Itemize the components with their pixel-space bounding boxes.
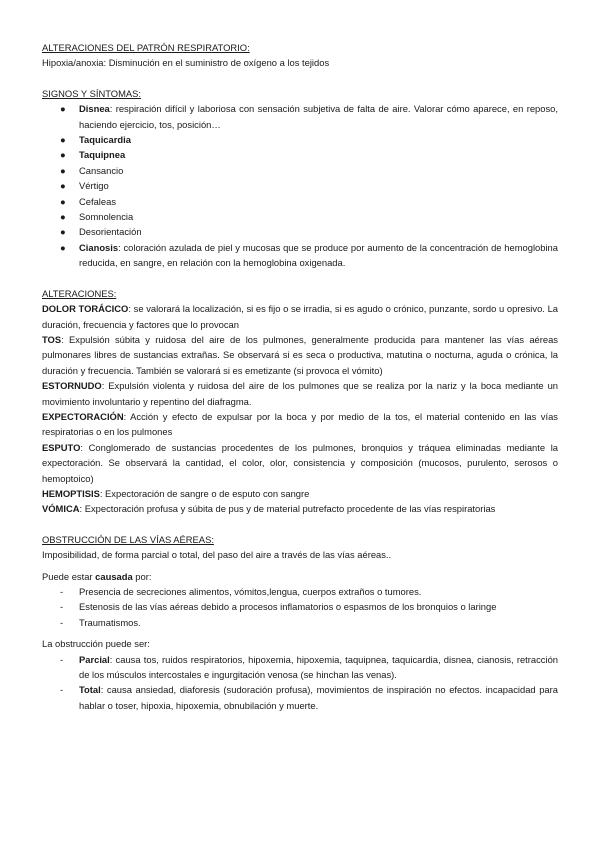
list-item: - Estenosis de las vías aéreas debido a procesos inflamatorios o espasmos de los bronquios o laringe (42, 599, 558, 614)
alteracion-expectoracion: EXPECTORACIÓN: Acción y efecto de expulsar por la boca y por medio de la tos, el material contenido en las vías respiratorias o en los pulmones (42, 410, 558, 438)
list-item: - Parcial: causa tos, ruidos respiratorios, hipoxemia, hipoxemia, taquipnea, taquicardia, disnea, cianosis, retracción de los músculos intercostales e ingurgitación venosa (se hinchan las venas). (60, 653, 558, 681)
section-title-signos: SIGNOS Y SÍNTOMAS: (42, 87, 141, 99)
list-item: - Total: causa ansiedad, diaforesis (sudoración profusa), movimientos de inspiración no efectos. incapacidad para hablar o toser, hipoxia, hipoxemia, obnubilación y muerte. (60, 684, 558, 711)
list-item: ● Cianosis: coloración azulada de piel y mucosas que se produce por aumento de la concentración de hemoglobina reducida, en sangre, en relación con la hemoglobina oxigenada. (60, 241, 558, 269)
section-title-alteraciones: ALTERACIONES: (42, 287, 117, 299)
section-title-patron: ALTERACIONES DEL PATRÓN RESPIRATORIO: (42, 42, 250, 53)
bullet-icon: ● (60, 226, 66, 238)
obstruccion-definition: Imposibilidad, de forma parcial o total, del paso del aire a través de las vías aéreas.. (42, 549, 392, 561)
types-list (42, 652, 558, 714)
causes-list (42, 584, 558, 630)
list-item: ● Taquicardia (42, 132, 558, 147)
dash-icon: - (60, 616, 64, 628)
hipoxia-definition: Hipoxia/anoxia: Disminución en el suministro de oxígeno a los tejidos (42, 57, 330, 69)
list-item: ● Cefaleas (42, 194, 558, 209)
alteracion-hemoptisis: HEMOPTISIS: Expectoración de sangre o de esputo con sangre (42, 487, 310, 499)
bullet-icon: ● (60, 103, 66, 115)
alteracion-esputo: ESPUTO: Conglomerado de sustancias procedentes de los pulmones, bronquios y tráquea eliminadas mediante la expectoración. Se observará la cantidad, el color, olor, consistencia y composición (mucosos, purulento, serosos o hemoptoico) (42, 441, 558, 484)
list-item: ● Cansancio (42, 163, 558, 178)
dash-icon: - (60, 653, 64, 665)
causes-intro: Puede estar causada por: (42, 570, 152, 582)
dash-icon: - (60, 586, 64, 597)
bullet-icon: ● (60, 195, 66, 207)
list-item: ● Desorientación (42, 224, 558, 239)
bullet-icon: ● (60, 164, 66, 176)
bullet-icon: ● (60, 180, 66, 192)
bullet-icon: ● (60, 241, 66, 253)
list-item: - Traumatismos. (42, 615, 558, 630)
alteracion-vomica: VÓMICA: Expectoración profusa y súbita de pus y de material putrefacto procedente de las vías respiratorias (42, 503, 496, 515)
list-item: - Presencia de secreciones alimentos, vómitos,lengua, cuerpos extraños o tumores. (42, 584, 558, 599)
alteracion-tos: TOS: Expulsión súbita y ruidosa del aire de los pulmones, generalmente producida para mantener las vías aéreas pulmonares libres de sustancias extrañas. Se observará si es seca o productiva, matutina o nocturna, aguda o crónica, la duración y frecuencia. También se valorará si es emetizante (si provoca el vómito) (42, 333, 558, 376)
section-title-obstruccion: OBSTRUCCIÓN DE LAS VÍAS AÉREAS: (42, 533, 214, 545)
list-item: ● Disnea: respiración difícil y laboriosa con sensación subjetiva de falta de aire. Valorar cómo aparece, en reposo, haciendo ejercicio, tos, posición… (60, 103, 558, 130)
list-item: ● Somnolencia (42, 209, 558, 224)
signos-list (42, 101, 558, 270)
bullet-icon: ● (60, 211, 66, 223)
bullet-icon: ● (60, 134, 66, 146)
alteracion-estornudo: ESTORNUDO: Expulsión violenta y ruidosa del aire de los pulmones que se realiza por la nariz y la boca mediante un movimiento involuntario y repentino del diafragma. (42, 380, 558, 407)
alteracion-dolor-toracico: DOLOR TORÁCICO: se valorará la localización, si es fijo o se irradia, si es agudo o crónico, punzante, sordo u opresivo. La duración, frecuencia y factores que lo provocan (42, 303, 558, 330)
list-item: ● Taquipnea (42, 147, 558, 162)
dash-icon: - (60, 601, 64, 613)
bullet-icon: ● (60, 149, 66, 161)
types-intro: La obstrucción puede ser: (42, 638, 150, 650)
list-item: ● Vértigo (42, 178, 558, 193)
dash-icon: - (60, 684, 64, 696)
document-page (42, 40, 558, 713)
